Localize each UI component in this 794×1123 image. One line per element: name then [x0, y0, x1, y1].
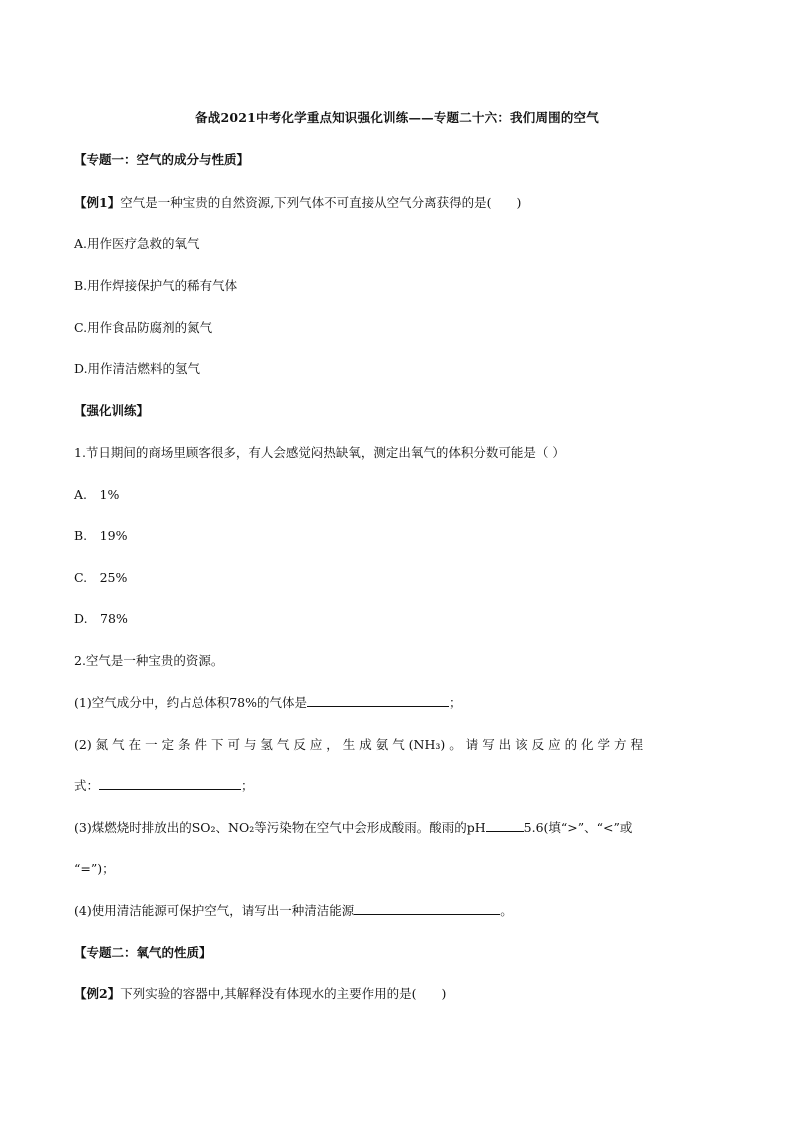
part-two-end: ； — [241, 778, 254, 793]
question-two-stem: 2.空气是一种宝贵的资源。 — [74, 653, 224, 668]
example-one-text: 空气是一种宝贵的自然资源,下列气体不可直接从空气分离获得的是( ) — [120, 195, 522, 210]
question-two-part-one — [74, 693, 462, 711]
part-two-label: 式： — [74, 778, 100, 793]
example-two-text: 下列实验的容器中,其解释没有体现水的主要作用的是( ) — [120, 986, 447, 1001]
answer-blank[interactable] — [307, 694, 449, 707]
question-one-option-b: B. 19% — [74, 528, 128, 543]
topic-two-heading: 【专题二：氧气的性质】 — [74, 945, 212, 960]
part-one-text: (1)空气成分中，约占总体积78%的气体是 — [74, 695, 307, 710]
part-four-end: 。 — [500, 903, 513, 918]
answer-blank[interactable] — [354, 902, 500, 915]
part-one-end: ； — [449, 695, 462, 710]
example-one-option-a: A.用作医疗急救的氧气 — [74, 236, 200, 251]
answer-blank[interactable] — [99, 777, 241, 790]
topic-one-heading: 【专题一：空气的成分与性质】 — [74, 152, 250, 167]
question-two-part-four — [74, 901, 513, 919]
question-one-option-c: C. 25% — [74, 570, 128, 585]
question-two-part-three-line1 — [74, 818, 632, 836]
example-one-prefix: 【例1】 — [74, 195, 121, 210]
training-heading: 【强化训练】 — [74, 403, 150, 418]
question-one-option-d: D. 78% — [74, 611, 128, 626]
question-two-part-three-line2: “=”)； — [74, 861, 115, 876]
answer-blank[interactable] — [486, 819, 524, 832]
example-one-option-b: B.用作焊接保护气的稀有气体 — [74, 278, 238, 293]
example-two-prefix: 【例2】 — [74, 986, 121, 1001]
question-one-text: 1.节日期间的商场里顾客很多，有人会感觉闷热缺氧，测定出氧气的体积分数可能是（ ） — [74, 445, 565, 460]
example-one-option-c: C.用作食品防腐剂的氮气 — [74, 320, 213, 335]
question-one-option-a: A. 1% — [74, 487, 120, 502]
example-two — [74, 984, 446, 1002]
example-one — [74, 193, 521, 211]
part-three-text: (3)煤燃烧时排放出的SO₂、NO₂等污染物在空气中会形成酸雨。酸雨的pH — [74, 820, 486, 835]
question-two-part-two-line2 — [74, 776, 254, 794]
question-two-part-two-line1: (2) 氮 气 在 一 定 条 件 下 可 与 氢 气 反 应 ， 生 成 氨 气 (NH₃) 。 请 写 出 该 反 应 的 化 学 方 程 — [74, 737, 643, 752]
page-title: 备战2021中考化学重点知识强化训练——专题二十六：我们周围的空气 — [195, 110, 599, 125]
part-four-text: (4)使用清洁能源可保护空气，请写出一种清洁能源 — [74, 903, 355, 918]
example-one-option-d: D.用作清洁燃料的氢气 — [74, 361, 201, 376]
part-three-tail: 5.6(填“>”、“<”或 — [523, 820, 633, 835]
